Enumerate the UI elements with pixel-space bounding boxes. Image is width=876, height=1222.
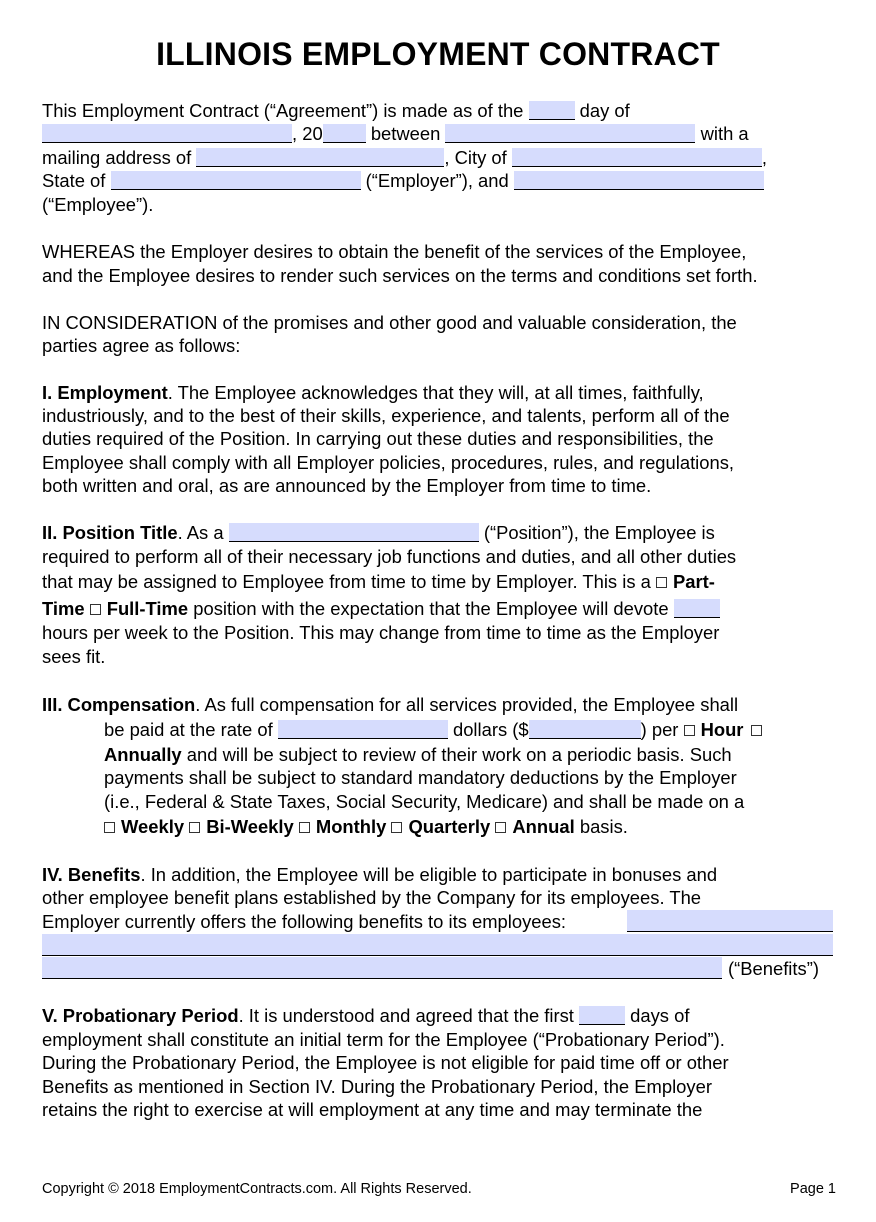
day-field[interactable] [529, 101, 575, 120]
document-title: ILLINOIS EMPLOYMENT CONTRACT [156, 36, 720, 72]
consideration-line-2: parties agree as follows: [42, 335, 241, 356]
intro-line-4 [42, 169, 764, 192]
whereas-line-1: WHEREAS the Employer desires to obtain the benefit of the services of the Employee, [42, 241, 747, 262]
probation-line-4: Benefits as mentioned in Section IV. During the Probationary Period, the Employer [42, 1076, 712, 1097]
position-field[interactable] [229, 523, 479, 542]
employment-line-5: both written and oral, as are announced by the Employer from time to time. [42, 475, 652, 496]
section-text: that may be assigned to Employee from time to time by Employer. This is a [42, 571, 651, 592]
section-text: Employer currently offers the following benefits to its employees: [42, 911, 567, 932]
section-text: . It is understood and agreed that the first [238, 1005, 574, 1026]
compensation-line-5: (i.e., Federal & State Taxes, Social Security, Medicare) and shall be made on a [104, 791, 745, 812]
employment-line-2: industriously, and to the best of their skills, experience, and talents, perform all of the [42, 405, 730, 426]
annually-label: Annually [104, 744, 182, 765]
intro-text: , [761, 147, 767, 168]
year-field[interactable] [323, 124, 366, 143]
quarterly-checkbox[interactable] [391, 822, 402, 833]
section-heading: III. Compensation [42, 694, 196, 715]
intro-text: (“Employer”), and [365, 170, 509, 191]
benefits-line-2: other employee benefit plans established by the Company for its employees. The [42, 887, 702, 908]
benefits-field-1[interactable] [627, 910, 833, 932]
section-text: basis. [579, 816, 628, 837]
weekly-label: Weekly [121, 816, 185, 837]
intro-text: This Employment Contract (“Agreement”) is made as of the [42, 100, 524, 121]
bi-weekly-label: Bi-Weekly [206, 816, 294, 837]
benefits-line-1 [42, 863, 717, 886]
monthly-checkbox[interactable] [299, 822, 310, 833]
benefits-field-3[interactable] [42, 957, 722, 979]
full-time-label: Full-Time [106, 598, 189, 619]
footer-page-number: Page 1 [790, 1181, 836, 1197]
section-text: position with the expectation that the Employee will devote [193, 598, 669, 619]
rate-amount-field[interactable] [529, 720, 641, 739]
part-time-label: Part- [672, 571, 715, 592]
compensation-line-3 [104, 743, 732, 766]
probation-line-5: retains the right to exercise at will employment at any time and may terminate the [42, 1099, 703, 1120]
employment-line-3: duties required of the Position. In carrying out these duties and responsibilities, the [42, 428, 714, 449]
hour-checkbox[interactable] [684, 725, 695, 736]
section-heading: IV. Benefits [42, 864, 141, 885]
section-heading: II. Position Title [42, 522, 178, 543]
part-time-checkbox[interactable] [656, 577, 667, 588]
bi-weekly-checkbox[interactable] [189, 822, 200, 833]
annual-label: Annual [512, 816, 575, 837]
quarterly-label: Quarterly [408, 816, 491, 837]
benefits-field-2[interactable] [42, 934, 833, 956]
intro-text: mailing address of [42, 147, 192, 168]
benefits-line-3 [42, 910, 566, 933]
probation-line-2: employment shall constitute an initial term for the Employee (“Probationary Period”). [42, 1029, 725, 1050]
whereas-line-2: and the Employee desires to render such services on the terms and conditions set forth. [42, 265, 758, 286]
intro-text: between [370, 123, 441, 144]
intro-text: , 20 [292, 123, 323, 144]
annually-checkbox[interactable] [751, 725, 762, 736]
position-line-5: hours per week to the Position. This may change from time to time as the Employer [42, 622, 720, 643]
intro-line-2 [42, 122, 749, 145]
compensation-line-6 [104, 815, 628, 838]
section-text: . As a [177, 522, 224, 543]
intro-text: , City of [444, 147, 507, 168]
section-text: . In addition, the Employee will be eligible to participate in bonuses and [140, 864, 718, 885]
footer-copyright: Copyright © 2018 EmploymentContracts.com. All Rights Reserved. [42, 1181, 472, 1197]
employer-name-field[interactable] [445, 124, 695, 143]
intro-line-1 [42, 99, 630, 122]
annual-checkbox[interactable] [495, 822, 506, 833]
employment-line-4: Employee shall comply with all Employer policies, procedures, rules, and regulations, [42, 452, 735, 473]
intro-line-5 [42, 193, 153, 216]
city-field[interactable] [512, 148, 762, 167]
intro-text: (“Employee”). [42, 194, 154, 215]
intro-line-3 [42, 146, 767, 169]
mailing-address-field[interactable] [196, 148, 444, 167]
month-field[interactable] [42, 124, 292, 143]
section-text: days of [630, 1005, 690, 1026]
section-text: be paid at the rate of [104, 719, 273, 740]
benefits-end-label: (“Benefits”) [728, 958, 819, 979]
probation-days-field[interactable] [579, 1006, 625, 1025]
position-line-2: required to perform all of their necessary job functions and duties, and all other duties [42, 546, 737, 567]
intro-text: with a [700, 123, 749, 144]
compensation-line-1 [42, 693, 738, 716]
intro-text: day of [579, 100, 630, 121]
employee-name-field[interactable] [514, 171, 764, 190]
weekly-checkbox[interactable] [104, 822, 115, 833]
position-line-6: sees fit. [42, 646, 106, 667]
position-line-3 [42, 570, 715, 593]
hours-per-week-field[interactable] [674, 599, 720, 618]
employment-line-1 [42, 381, 704, 404]
part-time-label: Time [42, 598, 85, 619]
state-field[interactable] [111, 171, 361, 190]
section-text: (“Position”), the Employee is [483, 522, 715, 543]
section-heading: V. Probationary Period [42, 1005, 239, 1026]
rate-words-field[interactable] [278, 720, 448, 739]
monthly-label: Monthly [315, 816, 387, 837]
position-line-1 [42, 521, 715, 544]
position-line-4 [42, 597, 720, 620]
intro-text: State of [42, 170, 106, 191]
section-heading: I. Employment [42, 382, 168, 403]
compensation-line-2 [104, 718, 768, 741]
section-text: ) per [640, 719, 679, 740]
hour-label: Hour [700, 719, 744, 740]
compensation-line-4: payments shall be subject to standard mandatory deductions by the Employer [104, 767, 737, 788]
consideration-line-1: IN CONSIDERATION of the promises and other good and valuable consideration, the [42, 312, 737, 333]
probation-line-3: During the Probationary Period, the Employee is not eligible for paid time off or other [42, 1052, 729, 1073]
section-text: and will be subject to review of their work on a periodic basis. Such [186, 744, 732, 765]
section-text: . The Employee acknowledges that they will, at all times, faithfully, [167, 382, 704, 403]
section-text: . As full compensation for all services provided, the Employee shall [195, 694, 739, 715]
full-time-checkbox[interactable] [90, 604, 101, 615]
section-text: dollars ($ [452, 719, 529, 740]
probation-line-1 [42, 1004, 689, 1027]
